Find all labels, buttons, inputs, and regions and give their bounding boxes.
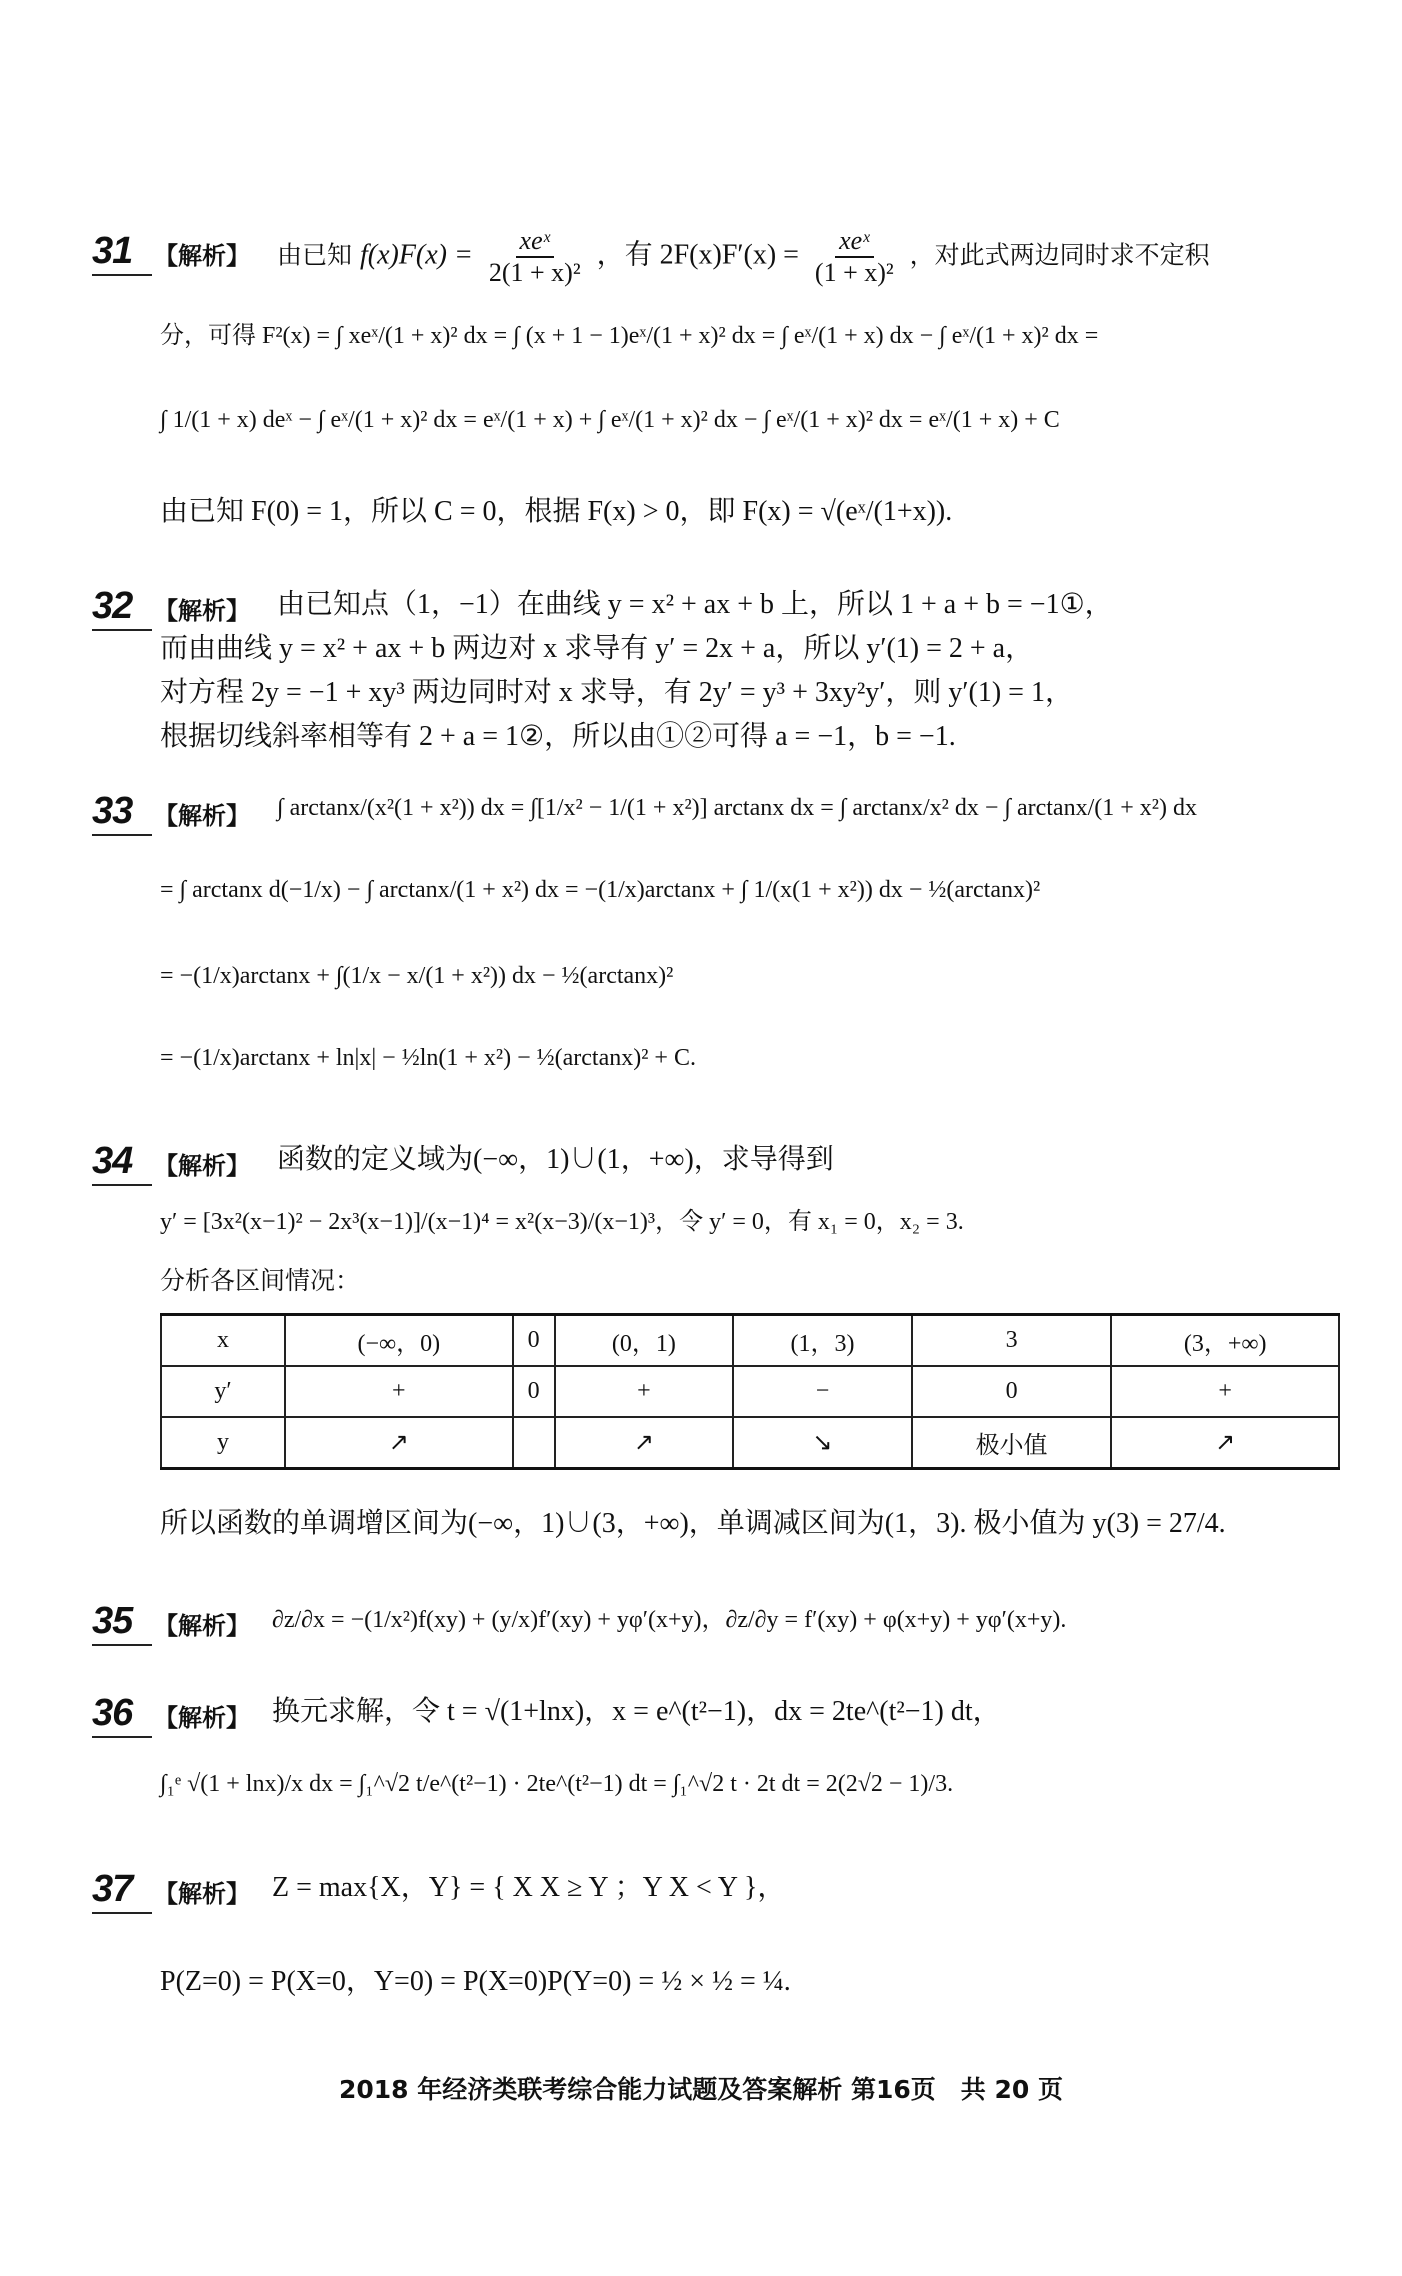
- p33-line-1: ∫ arctanx/(x²(1 + x²)) dx = ∫[1/x² − 1/(1 + x²)] arctanx dx = ∫ arctanx/x² dx − ∫ arctanx/(1 + x²) dx: [277, 795, 1197, 821]
- p31-line-2: 分，可得 F²(x) = ∫ xeˣ/(1 + x)² dx = ∫ (x + 1 − 1)eˣ/(1 + x)² dx = ∫ eˣ/(1 + x) dx − ∫ eˣ/(1 + x)² dx =: [160, 323, 1099, 349]
- p34-line-3: 分析各区间情况：: [160, 1266, 361, 1295]
- table-cell: y: [161, 1417, 285, 1469]
- table-cell: +: [285, 1366, 513, 1417]
- p31-fraction: $\frac{\text{xeˣ}}{\text{2(1 + x)²}}$: [488, 226, 581, 287]
- p31-fraction-2: $\frac{\text{xeˣ}}{\text{(1 + x)²}}$: [814, 226, 894, 287]
- problem-number: 35: [92, 1600, 133, 1642]
- p34-line-4: 所以函数的单调增区间为(−∞，1)∪(3，+∞)，单调减区间为(1，3). 极小值为 y(3) = 27/4.: [160, 1508, 1226, 1539]
- p34-line-1: 函数的定义域为(−∞，1)∪(1，+∞)，求导得到: [277, 1144, 834, 1175]
- table-cell: +: [1111, 1366, 1339, 1417]
- p33-line-3: = −(1/x)arctanx + ∫(1/x − x/(1 + x²)) dx − ½(arctanx)²: [160, 963, 674, 989]
- problem-number: 36: [92, 1692, 133, 1734]
- table-cell: ↗: [555, 1417, 734, 1469]
- problem-number: 32: [92, 585, 133, 627]
- p31-eq-mid: ，有 2F(x)F′(x) =: [596, 239, 799, 271]
- number-underline: [92, 629, 152, 631]
- p36-line-2: ∫₁ᵉ √(1 + lnx)/x dx = ∫₁^√2 t/e^(t²−1) · 2te^(t²−1) dt = ∫₁^√2 t · 2t dt = 2(2√2 − 1)/3.: [160, 1771, 954, 1797]
- table-cell: ↗: [285, 1417, 513, 1469]
- table-cell: +: [555, 1366, 734, 1417]
- table-row: [161, 1366, 1339, 1417]
- p35-line-1: ∂z/∂x = −(1/x²)f(xy) + (y/x)f′(xy) + yφ′(x+y)，∂z/∂y = f′(xy) + φ(x+y) + yφ′(x+y).: [272, 1607, 1067, 1633]
- analysis-tag: 【解析】: [154, 1612, 250, 1640]
- problem-number: 33: [92, 790, 133, 832]
- p31-line-1: [277, 228, 1210, 286]
- p37-line-2: P(Z=0) = P(X=0，Y=0) = P(X=0)P(Y=0) = ½ × ½ = ¼.: [160, 1966, 791, 1997]
- p37-line-1: Z = max{X，Y} = { X X ≥ Y ；Y X < Y }，: [272, 1872, 786, 1903]
- p31-tail: ，对此式两边同时求不定积: [909, 240, 1210, 270]
- p31-line-3: ∫ 1/(1 + x) deˣ − ∫ eˣ/(1 + x)² dx = eˣ/(1 + x) + ∫ eˣ/(1 + x)² dx − ∫ eˣ/(1 + x)² dx = eˣ/(1 + x) + C: [160, 407, 1060, 433]
- number-underline: [92, 834, 152, 836]
- p34-line-2: y′ = [3x²(x−1)² − 2x³(x−1)]/(x−1)⁴ = x²(x−3)/(x−1)³，令 y′ = 0，有 x₁ = 0，x₂ = 3.: [160, 1209, 964, 1235]
- p31-eq-left: f(x)F(x) =: [359, 239, 473, 271]
- problem-number: 37: [92, 1868, 133, 1910]
- table-cell: (1，3): [733, 1315, 912, 1367]
- table-cell: −: [733, 1366, 912, 1417]
- analysis-tag: 【解析】: [154, 597, 250, 625]
- page-footer: 2018 年经济类联考综合能力试题及答案解析 第16页 共 20 页: [339, 2075, 1063, 2104]
- problem-number: 34: [92, 1140, 133, 1182]
- table-cell: 极小值: [912, 1417, 1112, 1469]
- number-underline: [92, 274, 152, 276]
- table-cell: 0: [912, 1366, 1112, 1417]
- table-cell: 0: [513, 1366, 555, 1417]
- p31-text: 由已知: [277, 240, 353, 270]
- table-cell: ↗: [1111, 1417, 1339, 1469]
- p32-line-1: 由已知点（1，−1）在曲线 y = x² + ax + b 上，所以 1 + a + b = −1①，: [277, 589, 1113, 620]
- analysis-tag: 【解析】: [154, 242, 250, 270]
- number-underline: [92, 1736, 152, 1738]
- p32-line-4: 根据切线斜率相等有 2 + a = 1②，所以由①②可得 a = −1，b = −1.: [160, 721, 956, 752]
- number-underline: [92, 1912, 152, 1914]
- p32-line-2: 而由曲线 y = x² + ax + b 两边对 x 求导有 y′ = 2x + a，所以 y′(1) = 2 + a，: [160, 633, 1034, 664]
- analysis-tag: 【解析】: [154, 1152, 250, 1180]
- p32-line-3: 对方程 2y = −1 + xy³ 两边同时对 x 求导，有 2y′ = y³ + 3xy²y′，则 y′(1) = 1，: [160, 677, 1073, 708]
- table-cell: 0: [513, 1315, 555, 1367]
- p36-line-1: 换元求解，令 t = √(1+lnx)，x = e^(t²−1)，dx = 2te^(t²−1) dt，: [272, 1696, 1001, 1727]
- table-cell: (3，+∞): [1111, 1315, 1339, 1367]
- p33-line-2: = ∫ arctanx d(−1/x) − ∫ arctanx/(1 + x²) dx = −(1/x)arctanx + ∫ 1/(x(1 + x²)) dx − ½(arctanx)²: [160, 877, 1041, 903]
- table-cell: y′: [161, 1366, 285, 1417]
- p31-line-4: 由已知 F(0) = 1，所以 C = 0，根据 F(x) > 0，即 F(x) = √(eˣ/(1+x)).: [160, 496, 953, 527]
- analysis-tag: 【解析】: [154, 1880, 250, 1908]
- table-cell: ↘: [733, 1417, 912, 1469]
- analysis-tag: 【解析】: [154, 1704, 250, 1732]
- table-row: [161, 1315, 1339, 1367]
- p33-line-4: = −(1/x)arctanx + ln|x| − ½ln(1 + x²) − ½(arctanx)² + C.: [160, 1045, 696, 1071]
- table-cell: x: [161, 1315, 285, 1367]
- table-cell: 3: [912, 1315, 1112, 1367]
- analysis-tag: 【解析】: [154, 802, 250, 830]
- number-underline: [92, 1184, 152, 1186]
- table-cell: (−∞，0): [285, 1315, 513, 1367]
- problem-number: 31: [92, 230, 133, 272]
- number-underline: [92, 1644, 152, 1646]
- table-cell: (0，1): [555, 1315, 734, 1367]
- table-cell: [513, 1417, 555, 1469]
- table-row: [161, 1417, 1339, 1469]
- monotonicity-table: [160, 1313, 1340, 1470]
